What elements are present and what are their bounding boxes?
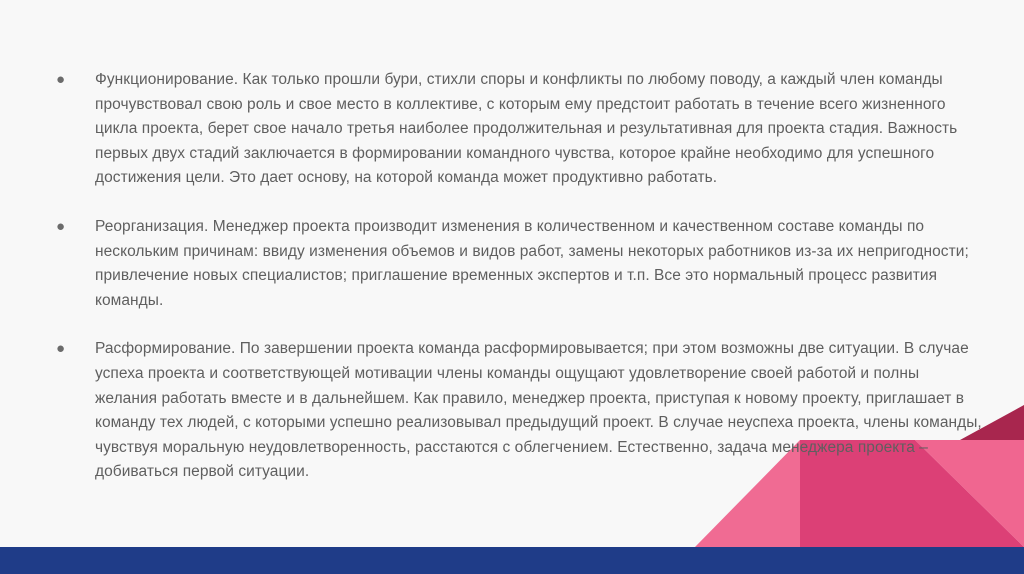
bullet-dot-icon: ● [56,340,66,358]
bullet-item-disbanding [54,337,984,485]
bullet-dot-icon: ● [56,217,66,235]
bullet-text: Функционирование. Как только прошли бури, стихли споры и конфликты по любому поводу, а каждый член команды прочувствовал свою роль и свое место в коллективе, с которым ему предстоит работать в течение всего жизненного цикла проекта, берет свое начало третья наиболее продолжительная и результативная для проекта стадия. Важность первых двух стадий заключается в формировании командного чувства, которое крайне необходимо для успешного достижения цели. Это дает основу, на которой команда может продуктивно работать. [95,71,958,187]
slide-content [54,68,984,509]
bullet-text: Реорганизация. Менеджер проекта производит изменения в количественном и качественном составе команды по нескольким причинам: ввиду изменения объемов и видов работ, замены некоторых работников из-за их непригодности; привлечение новых специалистов; приглашение временных экспертов и т.п. Все это нормальный процесс развития команды. [95,217,969,309]
bullet-item-functioning [54,68,984,191]
bullet-dot-icon: ● [56,71,66,88]
bullet-text: Расформирование. По завершении проекта команда расформировывается; при этом возможны две ситуации. В случае успеха проекта и соответствующей мотивации члены команды ощущают удовлетворение своей работой и полны желания работать вместе и в дальнейшем. Как правило, менеджер проекта, приступая к новому проекту, приглашает в команду тех людей, с которыми успешно реализовывал предыдущий проект. В случае неуспеха проекта, члены команды, чувствуя моральную неудовлетворенность, расстаются с облегчением. Естественно, задача менеджера проекта – добиваться первой ситуации. [95,340,982,481]
bullet-item-reorganization [54,215,984,313]
